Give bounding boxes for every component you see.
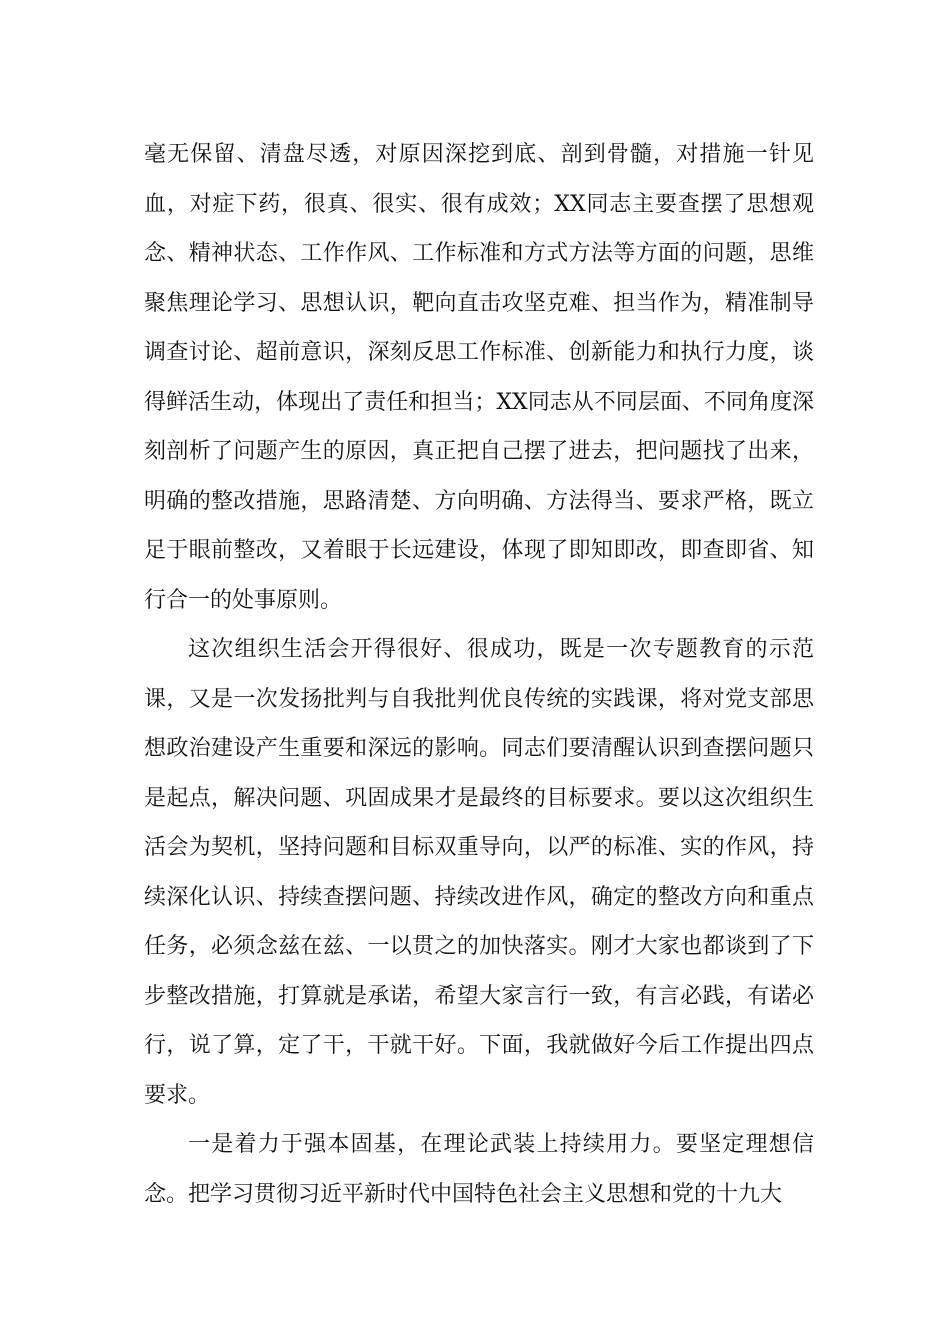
document-body: [144, 130, 814, 1219]
paragraph-3: 一是着力于强本固基，在理论武装上持续用力。要坚定理想信念。把学习贯彻习近平新时代中国特色社会主义思想和党的十九大: [144, 1132, 814, 1207]
paragraph-1: 毫无保留、清盘尽透，对原因深挖到底、剖到骨髓，对措施一针见血，对症下药，很真、很实、很有成效；XX同志主要查摆了思想观念、精神状态、工作作风、工作标准和方式方法等方面的问题，思维聚焦理论学习、思想认识，靶向直击攻坚克难、担当作为，精准制导调查讨论、超前意识，深刻反思工作标准、创新能力和执行力度，谈得鲜活生动，体现出了责任和担当；XX同志从不同层面、不同角度深刻剖析了问题产生的原因，真正把自己摆了进去，把问题找了出来，明确的整改措施，思路清楚、方向明确、方法得当、要求严格，既立足于眼前整改，又着眼于长远建设，体现了即知即改，即查即省、知行合一的处事原则。: [144, 142, 814, 613]
paragraph-2: 这次组织生活会开得很好、很成功，既是一次专题教育的示范课，又是一次发扬批判与自我批判优良传统的实践课，将对党支部思想政治建设产生重要和深远的影响。同志们要清醒认识到查摆问题只是起点，解决问题、巩固成果才是最终的目标要求。要以这次组织生活会为契机，坚持问题和目标双重导向，以严的标准、实的作风，持续深化认识、持续查摆问题、持续改进作风，确定的整改方向和重点任务，必须念兹在兹、一以贯之的加快落实。刚才大家也都谈到了下步整改措施，打算就是承诺，希望大家言行一致，有言必践，有诺必行，说了算，定了干，干就干好。下面，我就做好今后工作提出四点要求。: [144, 637, 814, 1108]
